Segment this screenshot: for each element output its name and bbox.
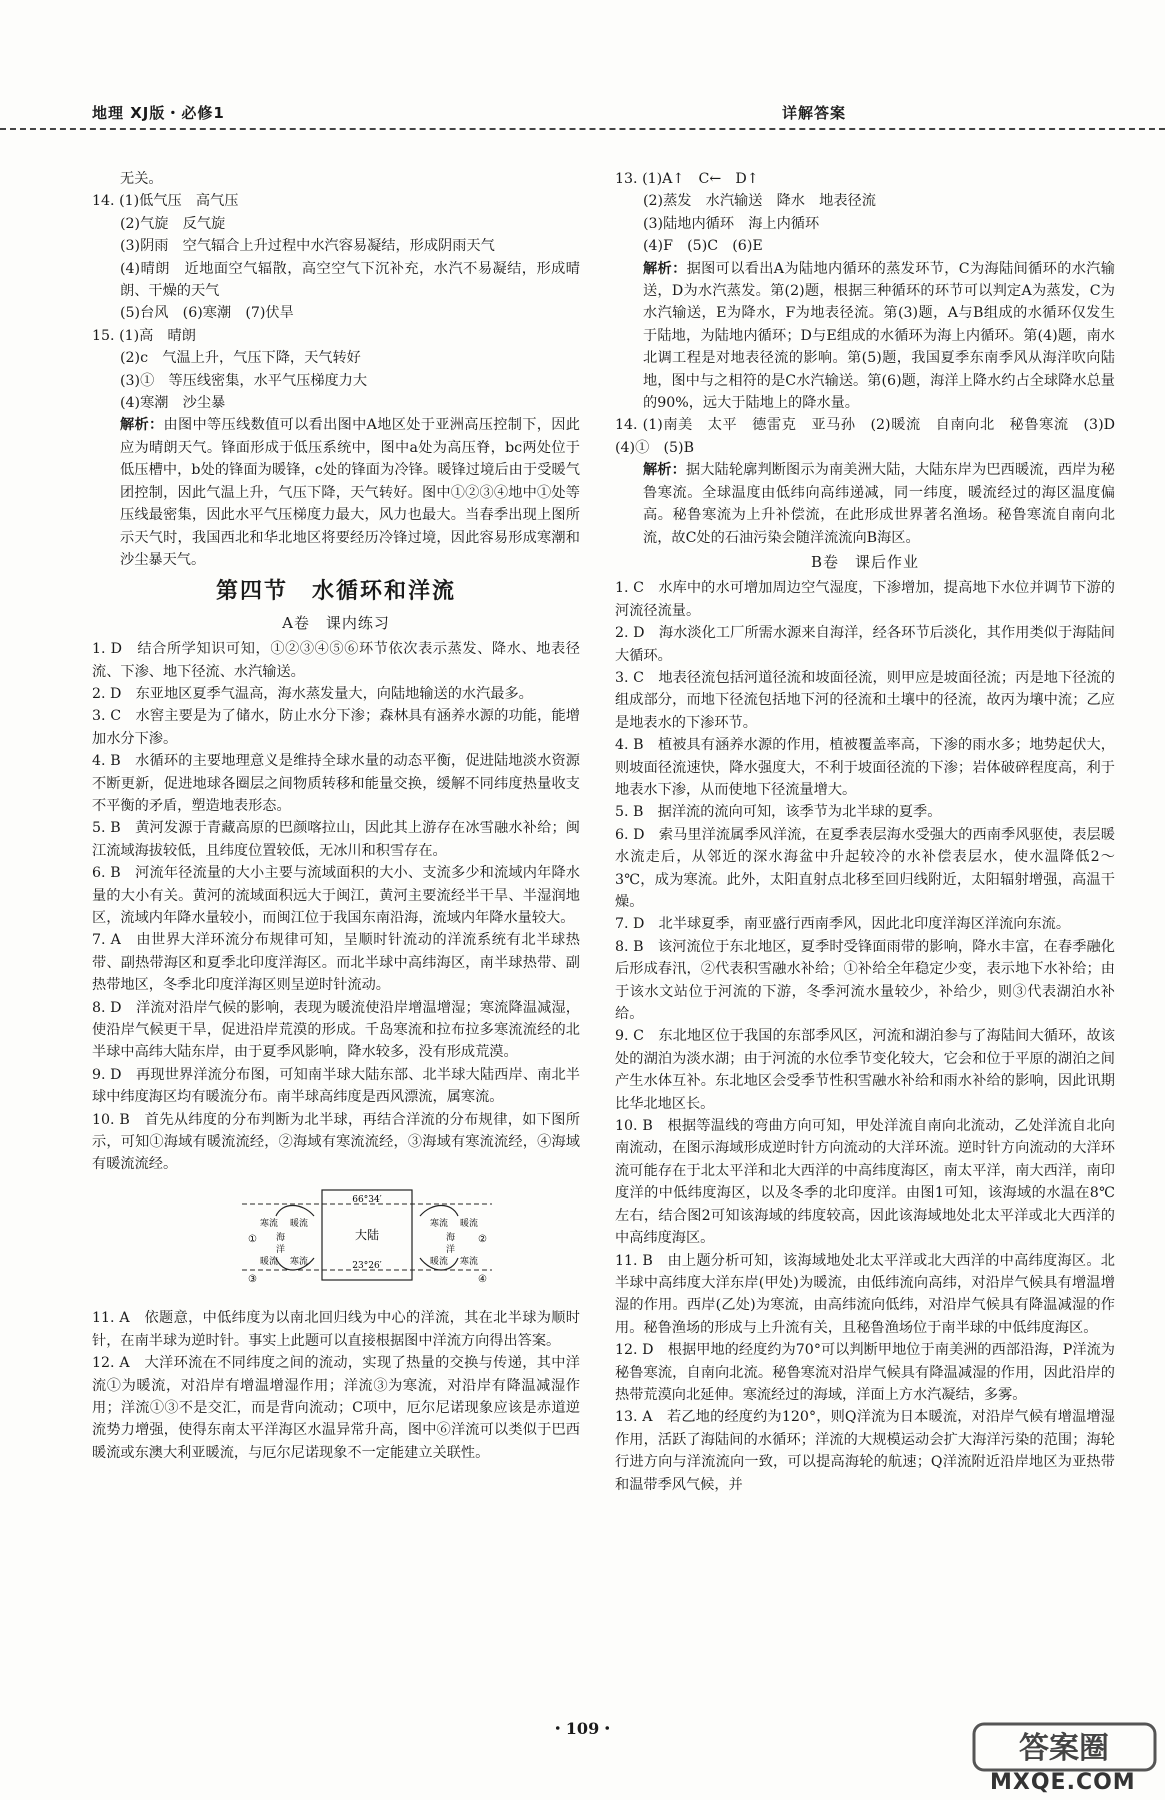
answer-line: 4. B 水循环的主要地理意义是维持全球水量的动态平衡，促进陆地淡水资源不断更新，促进地球各圈层之间物质转移和能量交换，缓解不同纬度热量收支不平衡的矛盾，塑造地表形态。 (92, 753, 580, 814)
explanation-paragraph (92, 414, 580, 571)
right-column (615, 168, 1130, 1496)
lb-b: 寒流 (290, 1256, 309, 1267)
region-1: ① (248, 1233, 257, 1245)
answer-line: 6. B 河流年径流量的大小主要与流域面积的大小、支流多少和流域内年降水量的大小有关。黄河的流域面积远大于闽江，黄河主要流经半干旱、半湿润地区，流域内年降水量较小，而闽江位于我国东南沿海，流域内年降水量较大。 (92, 865, 580, 926)
answer-line: 14. (1)南美 太平 德雷克 亚马孙 (2)暖流 自南向北 秘鲁寒流 (3)D (4)① (5)B (615, 417, 1130, 456)
answer-line: 9. D 再现世界洋流分布图，可知南半球大陆东部、北半球大陆西岸、南北半球中纬度海区均有暖流分布。南半球高纬度是西风漂流，属寒流。 (92, 1066, 580, 1106)
lt-a: 寒流 (260, 1218, 279, 1229)
answer-line: 2. D 东亚地区夏季气温高，海水蒸发量大，向陆地输送的水汽最多。 (92, 685, 533, 702)
header-divider (0, 128, 1165, 130)
answer-line: 11. A 依题意，中低纬度为以南北回归线为中心的洋流，其在北半球为顺时针，在南半球为逆时针。事实上此题可以直接根据图中洋流方向得出答案。 (92, 1310, 580, 1349)
answer-line: 2. D 海水淡化工厂所需水源来自海洋，经各环节后淡化，其作用类似于海陆间大循环。 (615, 625, 1115, 664)
answer-line: (5)台风 (6)寒潮 (7)伏旱 (120, 305, 294, 322)
explanation-paragraph (615, 459, 1115, 549)
explanation-label: 解析： (643, 462, 686, 479)
answer-line: 12. D 根据甲地的经度约为70°可以判断甲地位于南美洲的西部沿海，P洋流为秘鲁寒流，自南向北流。秘鲁寒流对沿岸气候具有降温减湿的作用，因此沿岸的热带荒漠向北延伸。寒流经过的海域，洋面上方水汽凝结，多雾。 (615, 1342, 1115, 1403)
section-title: 第四节 水循环和洋流 (215, 579, 456, 605)
answer-line: (4)寒潮 沙尘暴 (120, 395, 226, 412)
answer-line: 3. C 水窖主要是为了储水，防止水分下渗；森林具有涵养水源的功能，能增加水分下渗。 (92, 708, 580, 747)
answer-line: (4)F (5)C (6)E (643, 238, 763, 255)
answer-line: 10. B 首先从纬度的分布判断为北半球，再结合洋流的分布规律，如下图所示，可知①海域有暖流流经，②海域有寒流流经，③海域有寒流流经，④海域有暖流流经。 (92, 1111, 580, 1173)
region-4: ④ (478, 1273, 487, 1285)
answer-line: 3. C 地表径流包括河道径流和坡面径流，则甲应是坡面径流；丙是地下径流的组成部分，而地下径流包括地下河的径流和土壤中的径流，故丙为壤中流；乙应是地表水的下渗环节。 (615, 669, 1115, 731)
explanation-text: 据大陆轮廓判断图示为南美洲大陆，大陆东岸为巴西暖流，西岸为秘鲁寒流。全球温度由低纬向高纬递减，同一纬度，暖流经过的海区温度偏高。秘鲁寒流为上升补偿流，在此形成世界著名渔场。秘鲁寒流自南向北流，故C处的石油污染会随洋流流向B海区。 (643, 462, 1115, 546)
answer-line: (2)c 气温上升，气压下降，天气转好 (120, 350, 361, 367)
rb-c: 暖流 (430, 1256, 449, 1267)
rt-a: 寒流 (430, 1218, 449, 1229)
page-number: ・109・ (549, 1719, 616, 1738)
region-2: ② (478, 1233, 487, 1245)
lt-b: 暖流 (290, 1218, 309, 1229)
lat-bot-label: 23°26′ (352, 1260, 382, 1271)
header-book-title: 地理 XJ版・必修1 (92, 104, 225, 122)
explanation-text: 据图可以看出A为陆地内循环的蒸发环节，C为海陆间循环的水汽输送，D为水汽蒸发。第(2)题，根据三种循环的环节可以判定A为蒸发，C为水汽输送，E为降水，F为地表径流。第(3)题，A与B组成的水循环仅发生于陆地，为陆地内循环；D与E组成的水循环为海上内循环。第(4)题，南水北调工程是对地表径流的影响。第(5)题，我国夏季东南季风从海洋吹向陆地，图中与之相符的是C水汽输送。第(6)题，海洋上降水约占全球降水总量的90%，远大于陆地上的降水量。 (643, 260, 1115, 412)
ocean-current-diagram (242, 1182, 492, 1290)
answer-line: 8. D 洋流对沿岸气候的影响，表现为暖流使沿岸增温增湿；寒流降温减湿，使沿岸气候更干旱，促进沿岸荒漠的形成。千岛寒流和拉布拉多寒流流经的北半球中高纬大陆东岸，由于夏季风影响，降水较多，没有形成荒漠。 (92, 999, 580, 1061)
answer-line: 9. C 东北地区位于我国的东部季风区，河流和湖泊参与了海陆间大循环，故该处的湖泊为淡水湖；由于河流的水位季节变化较大，它会和位于平原的湖泊之间产生水体互补。东北地区会受季节性积雪融水补给和雨水补给的影响，因此讯期比华北地区长。 (615, 1028, 1115, 1112)
lat-top-label: 66°34′ (352, 1194, 382, 1205)
answer-line: (4)晴朗 近地面空气辐散，高空空气下沉补充，水汽不易凝结，形成晴朗、干燥的天气 (120, 260, 580, 300)
watermark-top: 答案圈 (1019, 1731, 1109, 1766)
answer-line: (2)气旋 反气旋 (120, 215, 226, 232)
explanation-label: 解析： (120, 417, 164, 434)
lb-a: 洋 (276, 1244, 286, 1255)
answer-line: (2)蒸发 水汽输送 降水 地表径流 (643, 193, 876, 210)
subsection-title: B卷 课后作业 (810, 552, 920, 571)
answer-line: 5. B 据洋流的流向可知，该季节为北半球的夏季。 (615, 804, 942, 821)
answer-line: 7. D 北半球夏季，南亚盛行西南季风，因此北印度洋海区洋流向东流。 (615, 916, 1071, 933)
explanation-text: 由图中等压线数值可以看出图中A地区处于亚洲高压控制下，因此应为晴朗天气。锋面形成于低压系统中，图中a处为高压脊，bc两处位于低压槽中，b处的锋面为暖锋，c处的锋面为冷锋。暖锋过境后由于受暖气团控制，因此气温上升，气压下降，天气转好。图中①②③④地中①处等压线最密集，因此水平气压梯度力最大，风力也最大。当春季出现上图所示天气时，我国西北和华北地区将要经历冷锋过境，因此容易形成寒潮和沙尘暴天气。 (120, 417, 580, 568)
rb-a: 洋 (446, 1244, 456, 1255)
lt-c: 海 (276, 1232, 286, 1243)
answer-line: 14. (1)低气压 高气压 (92, 193, 239, 210)
answer-line: (3)① 等压线密集，水平气压梯度力大 (120, 372, 368, 389)
answer-line: 11. B 由上题分析可知，该海域地处北太平洋或北大西洋的中高纬度海区。北半球中高纬度大洋东岸(甲处)为暖流，由低纬流向高纬，对沿岸气候具有增温增湿的作用。西岸(乙处)为寒流，由高纬流向低纬，对沿岸气候具有降温减湿的作用。秘鲁渔场的形成与上升流有关，且秘鲁渔场位于南半球的中低纬度海区。 (615, 1252, 1115, 1336)
explanation-label: 解析： (643, 260, 687, 277)
subsection-title: A卷 课内练习 (282, 613, 390, 632)
answer-line: 13. A 若乙地的经度约为120°，则Q洋流为日本暖流，对沿岸气候有增温增湿作用，活跃了海陆间的水循环；洋流的大规模运动会扩大海洋污染的范围；海轮行进方向与洋流流向一致，可以提高海轮的航速；Q洋流附近沿岸地区为亚热带和温带季风气候，并 (615, 1409, 1115, 1493)
rb-b: 寒流 (460, 1256, 479, 1267)
answer-line: 10. B 根据等温线的弯曲方向可知，甲处洋流自南向北流动，乙处洋流自北向南流动，在图示海域形成逆时针方向流动的大洋环流。逆时针方向流动的大洋环流可能存在于北太平洋和北大西洋的中高纬度海区，南太平洋，南大西洋，南印度洋的中低纬度海区，以及冬季的北印度洋。由图1可知，该海域的水温在8℃左右，结合图2可知该海域的纬度较高，因此该海域地处北太平洋或北大西洋的中高纬度海区。 (615, 1118, 1115, 1247)
rt-c: 海 (446, 1232, 456, 1243)
answer-line: (3)陆地内循环 海上内循环 (643, 215, 820, 232)
answer-line: 6. D 索马里洋流属季风洋流，在夏季表层海水受强大的西南季风驱使，表层暖水流走后，从邻近的深水海盆中升起较冷的水补偿表层水，使水温降低2～3℃，成为寒流。此外，太阳直射点北移至回归线附近，太阳辐射增强，高温干燥。 (615, 826, 1115, 910)
watermark-url: MXQE.COM (990, 1770, 1136, 1795)
answer-line: 13. (1)A↑ C← D↑ (615, 171, 759, 187)
header-section-label: 详解答案 (782, 104, 847, 122)
rt-b: 暖流 (460, 1218, 479, 1229)
left-column (92, 168, 580, 1464)
lb-c: 暖流 (260, 1256, 279, 1267)
answer-line: (3)阴雨 空气辐合上升过程中水汽容易凝结，形成阴雨天气 (120, 238, 495, 255)
answer-line: 5. B 黄河发源于青藏高原的巴颜喀拉山，因此其上游存在冰雪融水补给；闽江流域海拔较低，且纬度位置较低，无冰川和积雪存在。 (92, 820, 580, 859)
answer-line: 7. A 由世界大洋环流分布规律可知，呈顺时针流动的洋流系统有北半球热带、副热带海区和夏季北印度洋海区。而北半球中高纬海区，南半球热带、副热带地区，冬季北印度洋海区则呈逆时针流动。 (92, 932, 580, 994)
answer-line: 1. C 水库中的水可增加周边空气湿度，下渗增加，提高地下水位并调节下游的河流径流量。 (615, 580, 1115, 619)
answer-line: 15. (1)高 晴朗 (92, 327, 196, 344)
explanation-paragraph (615, 258, 1115, 415)
answer-line: 1. D 结合所学知识可知，①②③④⑤⑥环节依次表示蒸发、降水、地表径流、下渗、地下径流、水汽输送。 (92, 641, 580, 680)
answer-line: 4. B 植被具有涵养水源的作用，植被覆盖率高，下渗的雨水多；地势起伏大，则坡面径流速快，降水强度大，不利于坡面径流的下渗；岩体破碎程度高，利于地表水下渗，从而使地下径流量增大。 (615, 737, 1115, 798)
land-label: 大陆 (354, 1227, 380, 1242)
region-3: ③ (248, 1273, 257, 1285)
answer-line: 12. A 大洋环流在不同纬度之间的流动，实现了热量的交换与传递，其中洋流①为暖流，对沿岸有增温增湿作用；洋流③为寒流，对沿岸有降温减湿作用；洋流①③不是交汇，而是背向流动；C项中，厄尔尼诺现象应该是赤道逆流势力增强，使得东南太平洋海区水温异常升高，图中⑥洋流可以类似于巴西暖流或东澳大利亚暖流，与厄尔尼诺现象不一定能建立关联性。 (92, 1355, 580, 1461)
answer-line: 无关。 (120, 171, 163, 187)
answer-line: 8. B 该河流位于东北地区，夏季时受锋面雨带的影响，降水丰富，在春季融化后形成春汛，②代表积雪融水补给；①补给全年稳定少变，表示地下水补给；由于该水文站位于河流的下游，冬季河流水量较少，补给少，则③代表湖泊水补给。 (615, 938, 1115, 1023)
